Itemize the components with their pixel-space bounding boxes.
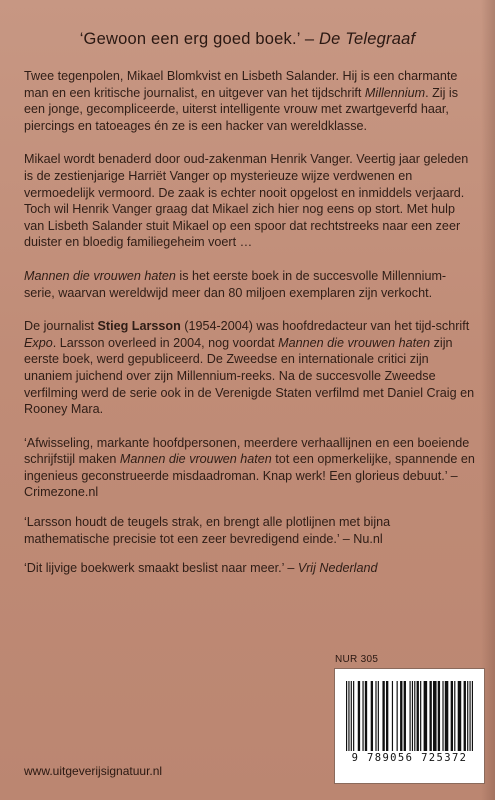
- magazine-title-millennium: Millennium: [364, 85, 426, 100]
- author-bio-text-c: . Larsson overleed in 2004, nog voordat: [52, 335, 279, 350]
- nur-code: NUR 305: [335, 654, 379, 665]
- barcode-bar: [353, 681, 354, 751]
- barcode-bar: [351, 681, 352, 751]
- blurb-paragraph-2: Mikael wordt benaderd door oud-zakenman Henrik Vanger. Veertig jaar geleden is de zestienjarige Harriët Vanger op mysterieuze wijze verdwenen en vermoedelijk vermoord. De zaak is echter nooit opgelost en inmiddels verjaard. Toch wil Henrik Vanger graag dat Mikael zich hier nog eens op stort. Met hulp van Lisbeth Salander stuit Mikael op een spoor dat rechtstreeks naar een zeer duister en bloedig familiegeheim voert …: [24, 152, 469, 250]
- headline-quote: [0, 30, 495, 49]
- barcode-bar: [397, 681, 398, 751]
- barcode-bar: [371, 681, 373, 751]
- isbn-number: 9 789056 725372: [351, 752, 468, 764]
- review-1-text-a: ‘Afwisseling, markante hoofdpersonen, meerdere verhaallijnen en een boeiende schrijfstijl maken: [24, 435, 470, 467]
- barcode-bar: [365, 681, 367, 751]
- review-nu-nl: ‘Larsson houdt de teugels strak, en brengt alle plotlijnen met bijna mathematische precisie tot een zeer bevredigend einde.’ – Nu.nl: [24, 515, 391, 546]
- barcode-bar: [392, 681, 393, 751]
- barcode-bar: [414, 681, 415, 751]
- barcode-bar: [467, 681, 468, 751]
- barcode-bar: [438, 681, 440, 751]
- barcode-bar: [386, 681, 388, 751]
- author-bio-book-title: Mannen die vrouwen haten: [278, 335, 431, 350]
- publisher-website: www.uitgeverijsignatuur.nl: [24, 764, 163, 778]
- blurb-paragraph-3: [24, 268, 476, 301]
- blurb-p3-text: is het eerste boek in de succesvolle Millennium-serie, waarvan wereldwijd meer dan 80 miljoen exemplaren zijn verkocht.: [24, 268, 447, 300]
- barcode-bar: [429, 681, 431, 751]
- barcode-bar: [400, 681, 402, 751]
- barcode-bars: [346, 681, 473, 751]
- author-bio: [24, 318, 476, 418]
- barcode-bar: [410, 681, 411, 751]
- barcode-bar: [362, 681, 363, 751]
- magazine-expo: Expo: [24, 335, 53, 350]
- review-3-text: ‘Dit lijvige boekwerk smaakt beslist naar meer.’ –: [24, 561, 298, 576]
- barcode-bar: [451, 681, 453, 751]
- barcode-bar: [464, 681, 466, 751]
- author-bio-text-b: (1954-2004) was hoofdredacteur van het tijd-schrift: [180, 319, 470, 334]
- review-crimezone: [24, 435, 476, 501]
- headline-quote-source: De Telegraaf: [319, 30, 416, 48]
- barcode-bar: [454, 681, 455, 751]
- barcode-bar: [346, 681, 347, 751]
- blurb-text: [24, 68, 476, 594]
- isbn-barcode: [334, 668, 485, 784]
- author-bio-text-d: zijn eerste boek, werd gepubliceerd. De Zweedse en internationale critici zijn unaniem juichend over zijn Millennium-reeks. Na de succesvolle Zweedse verfilming werd de serie ook in de Verenigde Staten verfilmd met Daniel Craig en Rooney Mara.: [24, 335, 475, 417]
- barcode-bar: [458, 681, 462, 751]
- barcode-bar: [378, 681, 379, 751]
- barcode-bar: [424, 681, 428, 751]
- review-vrij-nederland: [24, 560, 476, 577]
- barcode-bar: [358, 681, 360, 751]
- author-name: Stieg Larsson: [97, 319, 181, 334]
- barcode-bar: [412, 681, 413, 751]
- barcode-bar: [472, 681, 473, 751]
- review-3-source: Vrij Nederland: [297, 561, 378, 576]
- barcode-bar: [445, 681, 449, 751]
- blurb-paragraph-1: [24, 68, 476, 134]
- blurb-p1-text-a: Twee tegenpolen, Mikael Blomkvist en Lisbeth Salander. Hij is een charmante man en een kritische journalist, en uitgever van het tijdschrift: [24, 69, 458, 100]
- barcode-bar: [375, 681, 376, 751]
- barcode-bar: [469, 681, 470, 751]
- barcode-bar: [382, 681, 384, 751]
- barcode-bar: [433, 681, 437, 751]
- review-1-text-b: tot een opmerkelijke, spannende en ingenieus geconstrueerde misdaadroman. Knap werk! Een glorieus debuut.’ – Crimezone.nl: [24, 452, 475, 500]
- headline-quote-text: ‘Gewoon een erg goed boek.’ –: [79, 30, 315, 48]
- book-title-italic: Mannen die vrouwen haten: [24, 268, 176, 283]
- author-bio-text-a: De journalist: [24, 319, 98, 334]
- barcode-bar: [404, 681, 406, 751]
- blurb-p1-text-b: . Zij is een jonge, gecompliceerde, uiterst intelligente vrouw met zwartgeverfd haar, piercings en tatoeages én ze is een hacker van wereldklasse.: [24, 85, 458, 133]
- barcode-bar: [348, 681, 349, 751]
- barcode-bar: [417, 681, 419, 751]
- review-1-book-title: Mannen die vrouwen haten: [119, 452, 272, 467]
- barcode-bar: [442, 681, 443, 751]
- barcode-bar: [420, 681, 421, 751]
